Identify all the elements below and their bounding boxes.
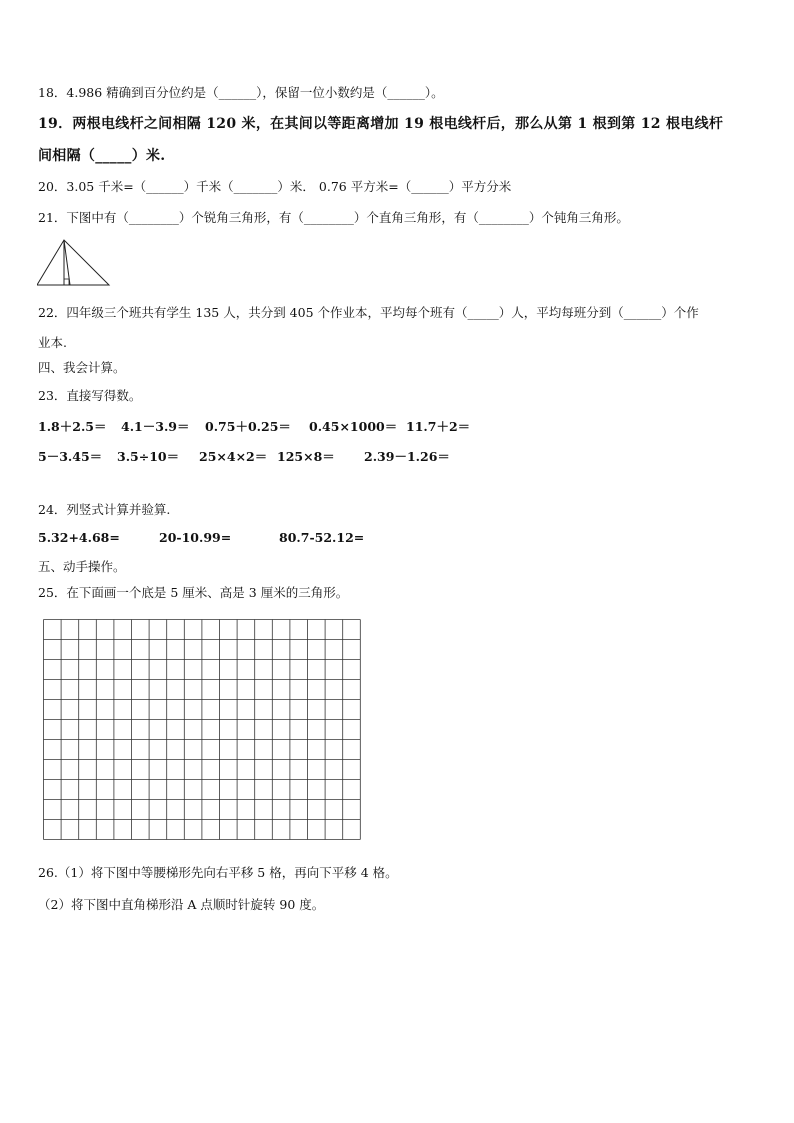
calc-item: 4.1－3.9＝ [121,419,190,434]
vertical-calc-item: 80.7-52.12= [279,530,365,545]
calc-item: 125×8＝ [277,449,335,464]
question-20: 20．3.05 千米=（______）千米（_______）米． 0.76 平方米=（______）平方分米 [38,179,512,194]
question-21: 21．下图中有（________）个锐角三角形，有（________）个直角三角形，有（________）个钝角三角形。 [38,210,629,225]
drawing-grid [43,619,363,841]
vertical-calc-item: 20-10.99= [159,530,232,545]
question-19-line1: 19．两根电线杆之间相隔 120 米，在其间以等距离增加 19 根电线杆后，那么从第 1 根到第 12 根电线杆 [38,116,724,132]
question-25: 25．在下面画一个底是 5 厘米、高是 3 厘米的三角形。 [38,585,349,600]
calc-item: 0.75＋0.25＝ [205,419,291,434]
calc-row-2 [38,447,450,465]
question-24-title: 24．列竖式计算并验算. [38,502,171,517]
question-22-line1: 22．四年级三个班共有学生 135 人，共分到 405 个作业本，平均每个班有（_____）人，平均每班分到（______）个作 [38,305,699,320]
question-22-line2: 业本. [38,335,67,350]
calc-row-1 [38,417,470,435]
calc-item: 0.45×1000＝ [309,419,398,434]
section-5-heading: 五、动手操作。 [38,559,126,574]
vertical-calc-row [38,530,364,545]
question-23-title: 23．直接写得数。 [38,388,142,403]
question-26-part2: （2）将下图中直角梯形沿 A 点顺时针旋转 90 度。 [38,897,325,912]
calc-item: 2.39－1.26＝ [364,449,450,464]
triangle-figure [37,238,111,288]
calc-item: 1.8＋2.5＝ [38,419,107,434]
question-26-part1: 26.（1）将下图中等腰梯形先向右平移 5 格，再向下平移 4 格。 [38,865,398,880]
section-4-heading: 四、我会计算。 [38,360,126,375]
calc-item: 11.7＋2＝ [406,419,471,434]
vertical-calc-item: 5.32+4.68= [38,530,120,545]
calc-item: 3.5÷10＝ [117,449,180,464]
calc-item: 5－3.45＝ [38,449,103,464]
question-18: 18．4.986 精确到百分位约是（______），保留一位小数约是（______）。 [38,85,444,100]
question-19-line2: 间相隔（_____）米. [38,148,166,164]
calc-item: 25×4×2＝ [199,449,268,464]
